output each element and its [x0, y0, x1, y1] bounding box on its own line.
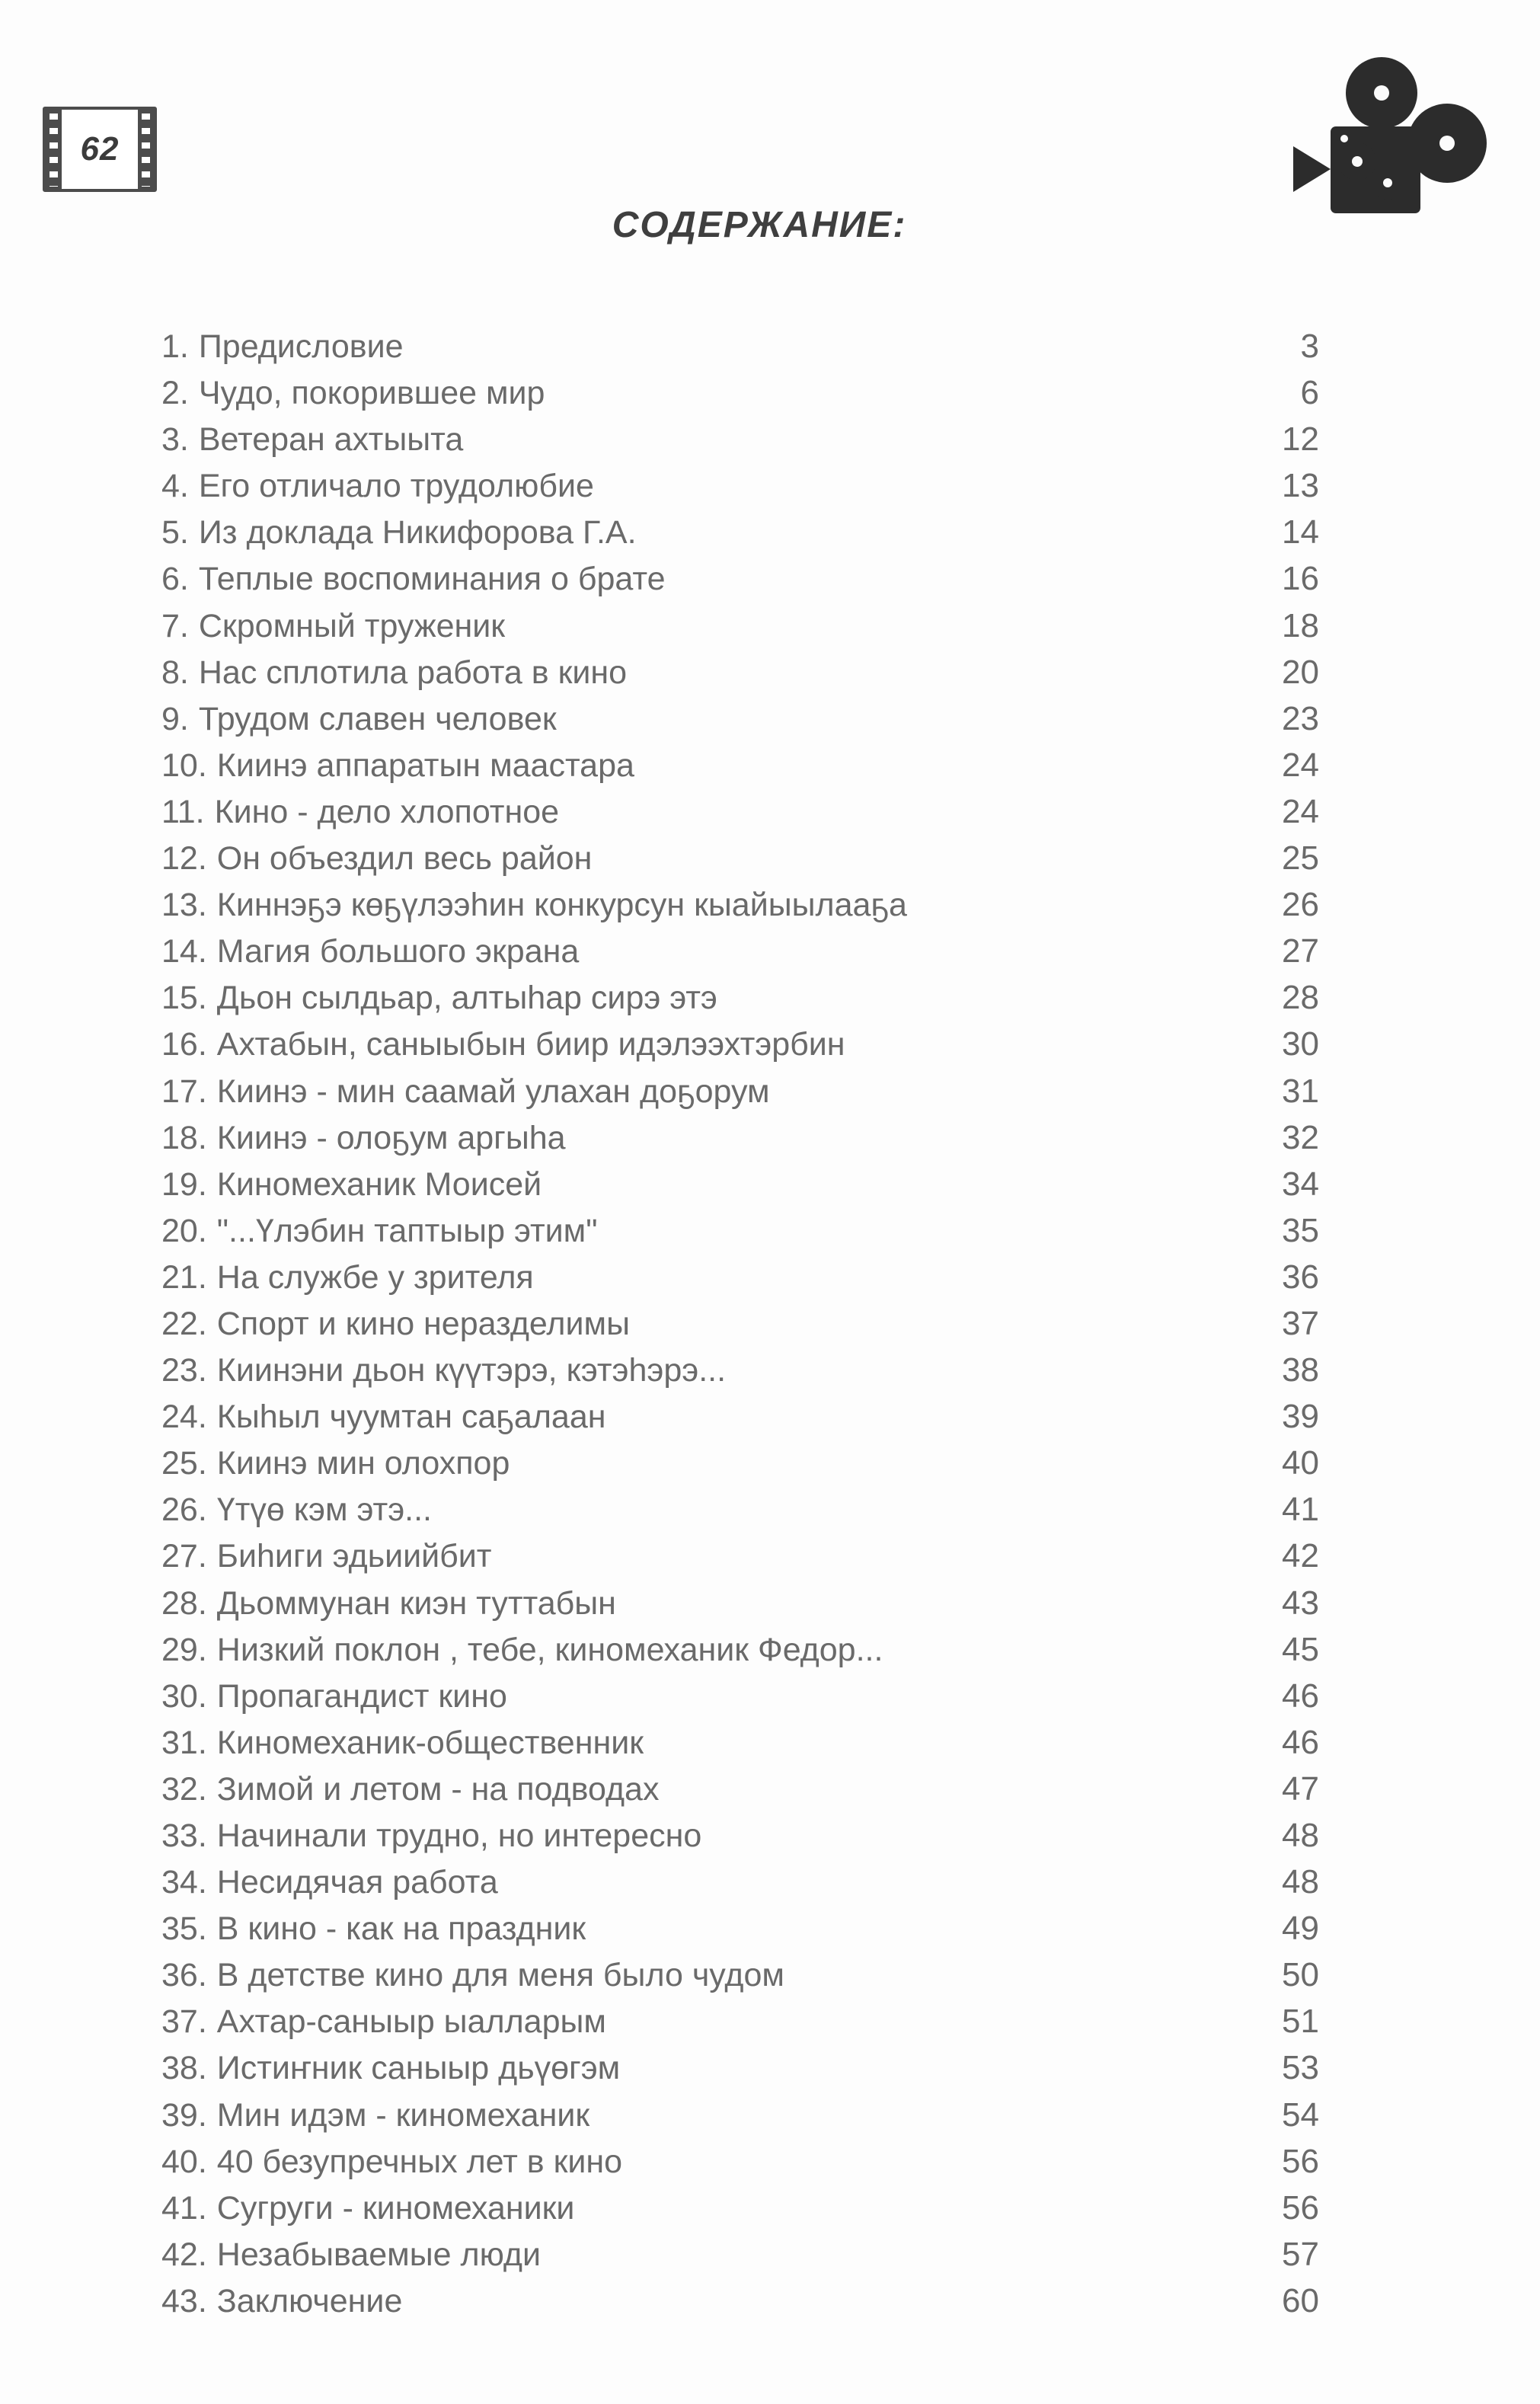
- toc-entry: [161, 1627, 883, 1674]
- toc-entry-title: "...Үлэбин таптыыр этим": [216, 1212, 598, 1249]
- toc-entry-number: 39.: [161, 2096, 207, 2134]
- toc-entry-page: 32: [1282, 1118, 1319, 1156]
- toc-row: [161, 1300, 1319, 1347]
- toc-entry-number: 5.: [161, 514, 189, 551]
- toc-row: [161, 2185, 1319, 2231]
- toc-entry-page: 12: [1282, 420, 1319, 459]
- film-frame-badge-icon: [43, 107, 157, 192]
- toc-entry-page: 14: [1282, 513, 1319, 551]
- toc-row: [161, 788, 1319, 835]
- toc-entry-number: 2.: [161, 375, 189, 412]
- toc-entry-number: 31.: [161, 1724, 207, 1761]
- toc-entry-page: 48: [1282, 1863, 1319, 1901]
- toc-entry-page: 6: [1300, 374, 1319, 412]
- toc-entry: [161, 1162, 542, 1208]
- toc-entry: [161, 2278, 402, 2325]
- toc-entry-title: Трудом славен человек: [198, 700, 557, 737]
- toc-entry-number: 3.: [161, 421, 189, 459]
- toc-row: [161, 1486, 1319, 1533]
- toc-entry-title: На службе у зрителя: [216, 1258, 534, 1296]
- toc-row: [161, 603, 1319, 649]
- toc-entry-title: Киинэ мин олохпор: [216, 1445, 510, 1482]
- toc-entry-number: 6.: [161, 561, 189, 598]
- toc-entry-title: Начинали трудно, но интересно: [216, 1817, 702, 1854]
- toc-entry-page: 60: [1282, 2281, 1319, 2319]
- toc-row: [161, 695, 1319, 742]
- toc-entry: [161, 1394, 606, 1440]
- toc-entry-page: 47: [1282, 1769, 1319, 1808]
- toc-row: [161, 1673, 1319, 1719]
- toc-entry-title: Киномеханик-общественник: [216, 1724, 644, 1761]
- toc-entry-page: 49: [1282, 1910, 1319, 1948]
- toc-row: [161, 1068, 1319, 1114]
- toc-entry: [161, 1255, 534, 1301]
- toc-entry-number: 14.: [161, 933, 207, 970]
- toc-entry: [161, 743, 634, 789]
- toc-row: [161, 1254, 1319, 1300]
- toc-entry-page: 24: [1282, 792, 1319, 830]
- toc-row: [161, 1626, 1319, 1673]
- toc-entry-number: 26.: [161, 1491, 207, 1529]
- toc-entry: [161, 2185, 574, 2232]
- toc-entry-title: Ветеран ахтыыта: [198, 421, 464, 459]
- toc-entry-page: 56: [1282, 2188, 1319, 2227]
- toc-entry-title: 40 безупречных лет в кино: [216, 2143, 623, 2180]
- toc-entry-title: В кино - как на праздник: [216, 1910, 586, 1948]
- toc-entry-number: 19.: [161, 1165, 207, 1203]
- toc-entry-title: Он объездил весь район: [216, 840, 593, 878]
- toc-row: [161, 1859, 1319, 1905]
- toc-row: [161, 2092, 1319, 2138]
- toc-entry: [161, 1347, 726, 1394]
- toc-row: [161, 509, 1319, 555]
- toc-entry-number: 13.: [161, 887, 207, 924]
- toc-entry-page: 27: [1282, 932, 1319, 970]
- toc-entry-title: Киинэ аппаратын маастара: [216, 746, 634, 784]
- toc-entry-title: Зимой и летом - на подводах: [216, 1770, 660, 1808]
- toc-entry-number: 23.: [161, 1352, 207, 1389]
- toc-entry: [161, 463, 594, 510]
- toc-entry: [161, 1487, 432, 1533]
- toc-entry-page: 31: [1282, 1072, 1319, 1110]
- page-title: СОДЕРЖАНИЕ:: [612, 205, 907, 245]
- toc-entry-number: 37.: [161, 2003, 207, 2041]
- toc-row: [161, 1440, 1319, 1486]
- toc-entry-page: 16: [1282, 560, 1319, 598]
- toc-row: [161, 649, 1319, 695]
- toc-list: [161, 323, 1319, 2324]
- toc-entry: [161, 1766, 659, 1813]
- toc-entry-number: 28.: [161, 1584, 207, 1622]
- toc-entry: [161, 370, 545, 417]
- toc-entry: [161, 1720, 644, 1766]
- toc-entry-title: Дьоммунан киэн туттабын: [216, 1584, 616, 1622]
- toc-entry: [161, 510, 637, 556]
- toc-entry: [161, 1952, 784, 1999]
- toc-entry: [161, 696, 557, 743]
- toc-entry-page: 51: [1282, 2003, 1319, 2041]
- toc-row: [161, 2044, 1319, 2091]
- toc-entry-number: 15.: [161, 980, 207, 1017]
- toc-entry-number: 33.: [161, 1817, 207, 1854]
- toc-row: [161, 462, 1319, 509]
- toc-entry-title: Теплые воспоминания о брате: [198, 561, 666, 598]
- toc-entry-title: Нас сплотила работа в кино: [198, 654, 628, 691]
- toc-entry-page: 40: [1282, 1444, 1319, 1482]
- toc-entry-page: 28: [1282, 979, 1319, 1017]
- toc-entry: [161, 603, 505, 650]
- toc-entry-number: 1.: [161, 328, 189, 365]
- toc-entry-title: Низкий поклон , тебе, киномеханик Федор...: [216, 1631, 883, 1668]
- toc-row: [161, 1207, 1319, 1254]
- toc-row: [161, 1719, 1319, 1766]
- toc-entry-number: 11.: [161, 793, 205, 830]
- toc-entry-number: 41.: [161, 2189, 207, 2227]
- toc-entry-title: Скромный труженик: [198, 607, 506, 644]
- toc-entry-page: 43: [1282, 1584, 1319, 1622]
- toc-row: [161, 1114, 1319, 1161]
- toc-row: [161, 835, 1319, 881]
- toc-entry-number: 10.: [161, 746, 207, 784]
- toc-row: [161, 1766, 1319, 1812]
- toc-entry: [161, 650, 627, 696]
- toc-entry-page: 46: [1282, 1677, 1319, 1715]
- toc-row: [161, 1812, 1319, 1859]
- toc-entry: [161, 1115, 566, 1162]
- toc-entry-title: Чудо, покорившее мир: [198, 375, 545, 412]
- toc-entry-title: Үтүө кэм этэ...: [216, 1491, 432, 1529]
- toc-row: [161, 1580, 1319, 1626]
- toc-entry-title: Из доклада Никифорова Г.А.: [198, 514, 637, 551]
- toc-entry-number: 24.: [161, 1399, 207, 1436]
- toc-entry-page: 34: [1282, 1165, 1319, 1203]
- toc-entry-number: 8.: [161, 654, 189, 691]
- toc-entry-page: 13: [1282, 467, 1319, 505]
- toc-row: [161, 2231, 1319, 2278]
- toc-row: [161, 2278, 1319, 2324]
- toc-row: [161, 1905, 1319, 1952]
- toc-entry: [161, 1906, 586, 1952]
- toc-entry-number: 12.: [161, 840, 207, 878]
- toc-row: [161, 928, 1319, 974]
- toc-entry-title: Пропагандист кино: [216, 1677, 507, 1715]
- toc-entry-title: Предисловие: [198, 328, 404, 365]
- toc-entry-title: Истиҥник саныыр дьүөгэм: [216, 2050, 621, 2087]
- toc-entry: [161, 1533, 492, 1580]
- toc-entry: [161, 1581, 616, 1627]
- toc-entry: [161, 2232, 541, 2278]
- toc-entry: [161, 1674, 507, 1720]
- toc-entry: [161, 975, 717, 1021]
- film-sprocket-left: [46, 110, 62, 189]
- toc-entry-title: Ахтар-саныыр ыалларым: [216, 2003, 606, 2041]
- toc-row: [161, 555, 1319, 602]
- toc-row: [161, 742, 1319, 788]
- toc-entry: [161, 417, 463, 463]
- toc-entry-number: 4.: [161, 468, 189, 505]
- toc-entry-title: Дьон сылдьар, алтыһар сирэ этэ: [216, 980, 717, 1017]
- toc-entry: [161, 1999, 606, 2045]
- toc-row: [161, 1021, 1319, 1067]
- toc-entry-number: 35.: [161, 1910, 207, 1948]
- film-sprocket-right: [138, 110, 154, 189]
- toc-entry-title: Кыһыл чуумтан саҕалаан: [216, 1399, 606, 1436]
- toc-entry-title: Несидячая работа: [216, 1864, 498, 1901]
- toc-row: [161, 1998, 1319, 2044]
- toc-entry-number: 18.: [161, 1119, 207, 1156]
- toc-row: [161, 1533, 1319, 1579]
- toc-row: [161, 974, 1319, 1021]
- toc-entry-title: Киинэ - мин саамай улахан доҕорум: [216, 1073, 770, 1110]
- toc-entry-number: 16.: [161, 1026, 207, 1063]
- toc-row: [161, 323, 1319, 369]
- toc-entry-number: 34.: [161, 1864, 207, 1901]
- toc-entry: [161, 789, 559, 836]
- toc-entry-number: 17.: [161, 1073, 207, 1110]
- toc-entry-title: Ахтабын, саныыбын биир идэлээхтэрбин: [216, 1026, 845, 1063]
- toc-entry: [161, 1069, 770, 1115]
- toc-entry-page: 41: [1282, 1491, 1319, 1529]
- toc-entry-number: 9.: [161, 700, 189, 737]
- toc-entry-title: В детстве кино для меня было чудом: [216, 1957, 784, 1994]
- toc-entry-number: 43.: [161, 2282, 207, 2319]
- toc-entry-page: 48: [1282, 1817, 1319, 1854]
- toc-entry-title: Киннэҕэ көҕүлээһин конкурсун кыайыылааҕа: [216, 887, 907, 924]
- toc-entry-page: 3: [1300, 328, 1319, 365]
- toc-entry-number: 29.: [161, 1631, 207, 1668]
- toc-entry-title: Кино - дело хлопотное: [214, 793, 560, 830]
- movie-camera-icon: [1266, 53, 1494, 219]
- toc-row: [161, 1952, 1319, 1998]
- toc-entry-number: 38.: [161, 2050, 207, 2087]
- toc-entry-title: Биһиги эдьиийбит: [216, 1538, 492, 1575]
- toc-entry-page: 50: [1282, 1956, 1319, 1994]
- toc-entry: [161, 324, 404, 370]
- toc-entry: [161, 1440, 510, 1487]
- toc-entry-page: 25: [1282, 839, 1319, 878]
- toc-entry-number: 27.: [161, 1538, 207, 1575]
- toc-entry-number: 36.: [161, 1957, 207, 1994]
- toc-entry-number: 7.: [161, 607, 189, 644]
- toc-entry-page: 37: [1282, 1304, 1319, 1342]
- toc-entry-page: 35: [1282, 1211, 1319, 1249]
- toc-entry-number: 22.: [161, 1305, 207, 1342]
- toc-entry-page: 46: [1282, 1723, 1319, 1761]
- toc-entry-page: 56: [1282, 2142, 1319, 2180]
- toc-entry: [161, 929, 579, 975]
- toc-entry-number: 32.: [161, 1770, 207, 1808]
- toc-entry-title: Киномеханик Моисей: [216, 1165, 542, 1203]
- toc-entry-page: 53: [1282, 2049, 1319, 2087]
- toc-entry-page: 26: [1282, 886, 1319, 924]
- toc-entry-title: Сугруги - киномеханики: [216, 2189, 575, 2227]
- toc-entry-number: 21.: [161, 1258, 207, 1296]
- toc-entry-title: Магия большого экрана: [216, 933, 580, 970]
- toc-entry-page: 23: [1282, 699, 1319, 737]
- toc-entry-title: Киинэни дьон күүтэрэ, кэтэһэрэ...: [216, 1352, 727, 1389]
- toc-row: [161, 369, 1319, 416]
- toc-entry-number: 42.: [161, 2236, 207, 2273]
- toc-entry: [161, 2139, 622, 2185]
- toc-entry: [161, 1021, 845, 1068]
- toc-entry-title: Незабываемые люди: [216, 2236, 541, 2273]
- toc-entry-page: 54: [1282, 2096, 1319, 2134]
- toc-row: [161, 416, 1319, 462]
- toc-entry-page: 38: [1282, 1351, 1319, 1389]
- toc-entry: [161, 1859, 498, 1906]
- toc-entry-page: 20: [1282, 653, 1319, 691]
- toc-row: [161, 1347, 1319, 1393]
- toc-row: [161, 881, 1319, 928]
- toc-entry: [161, 1301, 630, 1347]
- toc-entry-title: Киинэ - олоҕум аргыһа: [216, 1119, 566, 1156]
- toc-entry-page: 18: [1282, 606, 1319, 644]
- toc-row: [161, 2138, 1319, 2185]
- toc-entry: [161, 1813, 701, 1859]
- toc-entry-number: 30.: [161, 1677, 207, 1715]
- toc-row: [161, 1393, 1319, 1440]
- toc-entry: [161, 1208, 598, 1255]
- toc-entry-title: Спорт и кино неразделимы: [216, 1305, 630, 1342]
- toc-entry: [161, 2092, 589, 2139]
- toc-entry-page: 42: [1282, 1537, 1319, 1575]
- toc-entry-title: Мин идэм - киномеханик: [216, 2096, 590, 2134]
- toc-entry-title: Заключение: [216, 2282, 403, 2319]
- toc-entry-page: 45: [1282, 1630, 1319, 1668]
- toc-entry: [161, 882, 907, 929]
- toc-entry-page: 39: [1282, 1398, 1319, 1436]
- toc-entry-number: 20.: [161, 1212, 207, 1249]
- page-number-badge: 62: [80, 130, 120, 168]
- toc-entry: [161, 2045, 620, 2092]
- toc-entry-number: 25.: [161, 1445, 207, 1482]
- toc-entry-page: 36: [1282, 1258, 1319, 1296]
- toc-entry-page: 30: [1282, 1025, 1319, 1063]
- toc-entry: [161, 836, 592, 882]
- toc-entry-number: 40.: [161, 2143, 207, 2180]
- toc-entry: [161, 556, 666, 603]
- toc-entry-title: Его отличало трудолюбие: [198, 468, 594, 505]
- toc-row: [161, 1161, 1319, 1207]
- toc-entry-page: 24: [1282, 746, 1319, 784]
- toc-entry-page: 57: [1282, 2235, 1319, 2273]
